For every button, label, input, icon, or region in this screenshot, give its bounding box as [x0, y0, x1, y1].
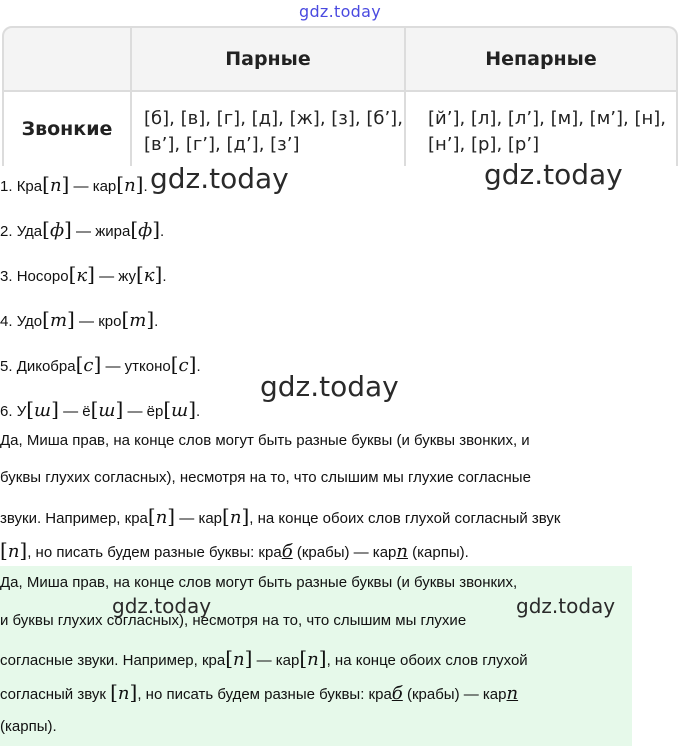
- answer1-line-4: [п], но писать будем разные буквы: краб (крабы) — карп (карпы).: [0, 538, 469, 562]
- list-item-1: 1. Кра[п] — кар[п].: [0, 172, 148, 196]
- answer2-line-4: согласный звук [п], но писать будем разные буквы: краб (крабы) — карп: [0, 680, 519, 704]
- list-item-2: 2. Уда[ф] — жира[ф].: [0, 217, 165, 241]
- unpaired-line-1: [й’], [л], [л’], [м], [м’], [н],: [428, 108, 667, 129]
- table-header-empty: [2, 26, 132, 92]
- watermark-2: gdz.today: [484, 158, 623, 191]
- answer2-line-2: и буквы глухих согласных), несмотря на то, что слышим мы глухие: [0, 612, 467, 629]
- answer2-line-3: согласные звуки. Например, кра[п] — кар[п], на конце обоих слов глухой: [0, 646, 528, 670]
- paired-line-2: [в’], [г’], [д’], [з’]: [144, 134, 300, 155]
- table-cell-paired: [132, 92, 406, 166]
- unpaired-line-2: [н’], [р], [р’]: [428, 134, 540, 155]
- table-cell-unpaired: [406, 92, 678, 166]
- answer2-line-5: (карпы).: [0, 718, 57, 735]
- watermark-4: gdz.today: [112, 594, 212, 618]
- answer1-line-2: буквы глухих согласных), несмотря на то, что слышим мы глухие согласные: [0, 469, 531, 486]
- list-item-6: 6. У[ш] — ё[ш] — ёр[ш].: [0, 397, 201, 421]
- paired-line-1: [б], [в], [г], [д], [ж], [з], [б’],: [144, 108, 403, 129]
- table-header-paired: Парные: [132, 26, 406, 92]
- list-item-3: 3. Носоро[к] — жу[к].: [0, 262, 167, 286]
- watermark-top: gdz.today: [299, 2, 381, 21]
- table-header-unpaired: Непарные: [406, 26, 678, 92]
- table-row-label-voiced: Звонкие: [2, 92, 132, 166]
- answer1-line-3: звуки. Например, кра[п] — кар[п], на конце обоих слов глухой согласный звук: [0, 504, 561, 528]
- consonants-table: [2, 26, 678, 166]
- watermark-1: gdz.today: [150, 162, 289, 195]
- list-item-4: 4. Удо[т] — кро[т].: [0, 307, 159, 331]
- answer1-line-1: Да, Миша прав, на конце слов могут быть разные буквы (и буквы звонких, и: [0, 432, 530, 449]
- watermark-5: gdz.today: [516, 594, 616, 618]
- answer2-line-1: Да, Миша прав, на конце слов могут быть разные буквы (и буквы звонких,: [0, 574, 518, 591]
- watermark-3: gdz.today: [260, 370, 399, 403]
- list-item-5: 5. Дикобра[с] — утконо[с].: [0, 352, 201, 376]
